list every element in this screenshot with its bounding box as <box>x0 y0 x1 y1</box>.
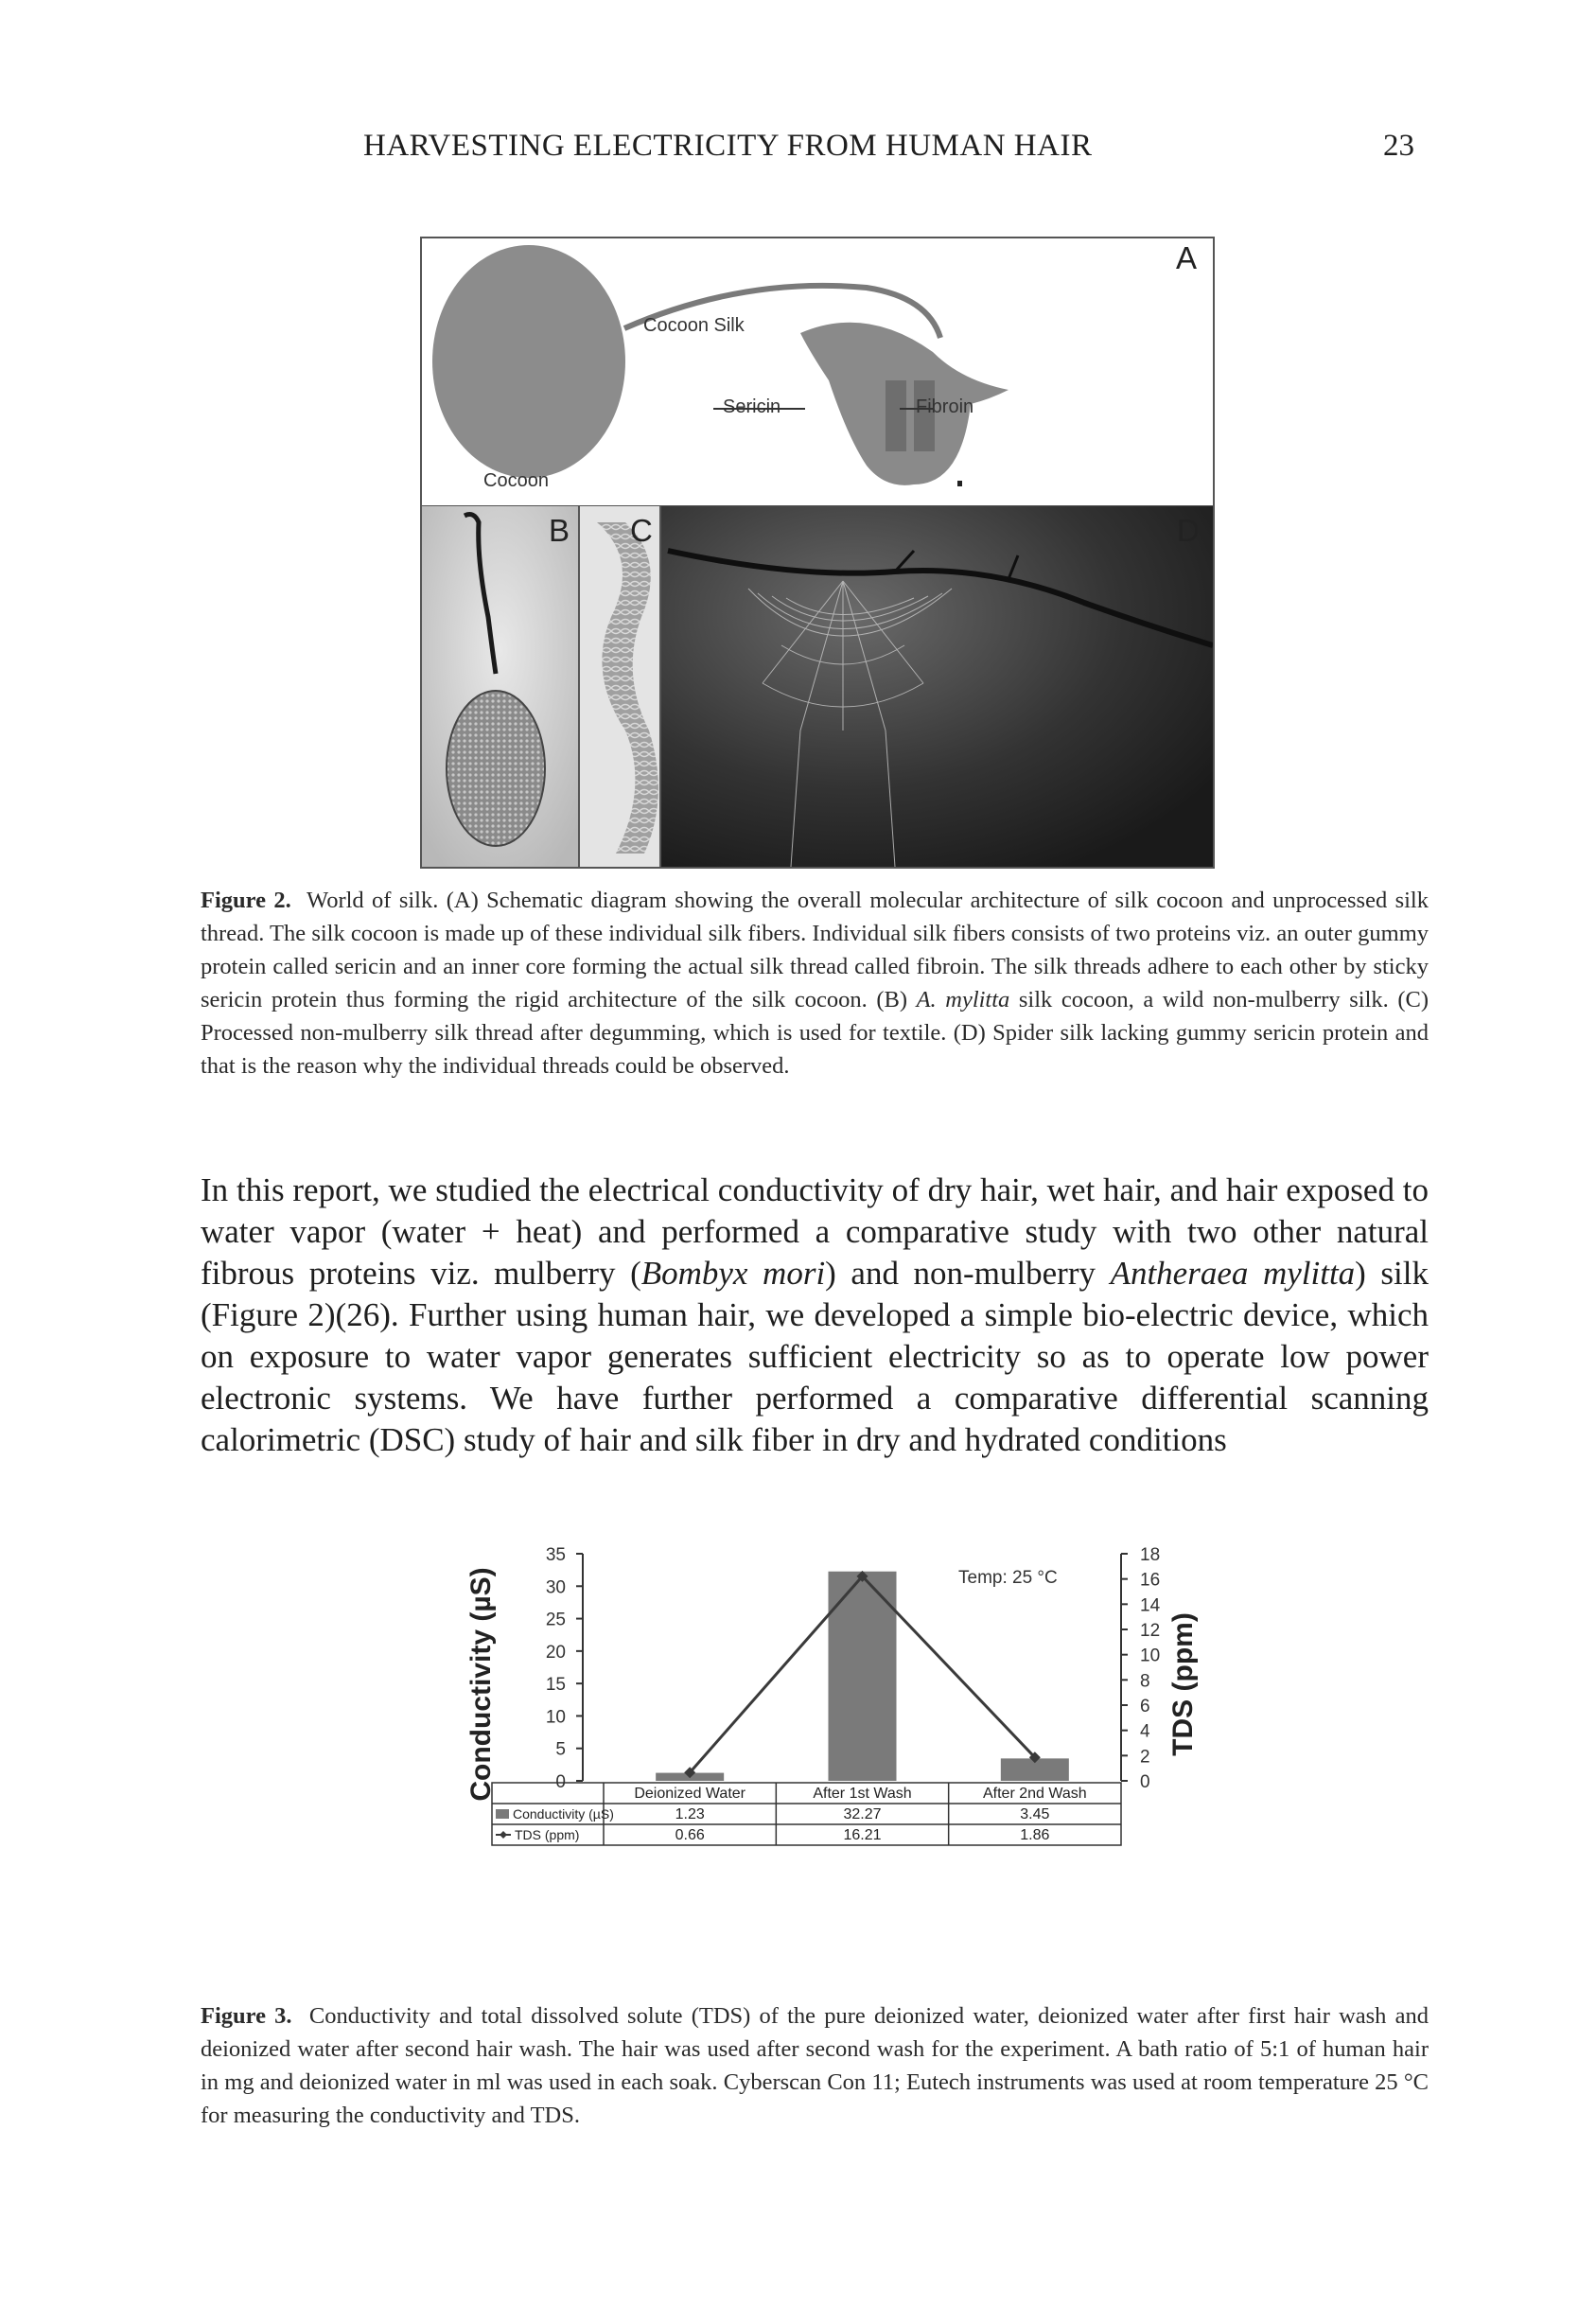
data-table-conductivity-value: 1.23 <box>675 1806 705 1822</box>
data-table-tds-value: 16.21 <box>843 1827 882 1843</box>
chart-data-table <box>492 1783 1121 1845</box>
data-table-tds-value: 0.66 <box>675 1827 705 1843</box>
legend-line-marker <box>500 1831 507 1839</box>
body-text-3: ) silk (Figure 2)(26). Further using human hair, we developed a simple bio-electric device, which on exposure to water vapor generates sufficient electricity so as to operate low power electronic systems. We have further performed a comparative differential scanning calorimetric (DSC) study of hair and silk fiber in dry and hydrated conditions <box>201 1255 1429 1458</box>
figure-3-caption-text: Conductivity and total dissolved solute (TDS) of the pure deionized water, deionized water after first hair wash and deionized water after second hair wash. The hair was used after second wash for the experiment. A bath ratio of 5:1 of human hair in mg and deionized water in ml was used in each soak. Cyberscan Con 11; Eutech instruments was used at room temperature 25 °C for measuring the conductivity and TDS. <box>201 2003 1429 2128</box>
legend-bar-swatch <box>496 1809 509 1819</box>
figure-2-panels <box>422 238 1213 867</box>
chart-y2-tick-label: 18 <box>1140 1545 1161 1565</box>
figure-3-chart <box>416 1514 1249 1987</box>
schematic-dot <box>957 481 962 486</box>
panel-a-schematic <box>422 238 1213 506</box>
chart-y-tick-label: 20 <box>545 1642 566 1663</box>
chart-y2-tick-label: 12 <box>1140 1621 1161 1641</box>
chart-y-tick-label: 25 <box>545 1610 566 1630</box>
label-sericin: Sericin <box>723 396 781 417</box>
legend-tds: TDS (ppm) <box>515 1827 580 1842</box>
chart-y-tick-label: 5 <box>555 1739 566 1760</box>
chart-y2-tick-label: 14 <box>1140 1595 1161 1616</box>
data-table-category: After 1st Wash <box>813 1786 912 1802</box>
panel-c-photo <box>580 506 660 867</box>
figure-3-caption <box>201 1999 1429 2132</box>
data-table-conductivity-value: 32.27 <box>843 1806 882 1822</box>
chart-y-axis-label: Conductivity (µS) <box>465 1567 497 1802</box>
chart-y-tick-label: 15 <box>545 1675 566 1696</box>
chart-y2-tick-label: 10 <box>1140 1646 1161 1666</box>
label-cocoon: Cocoon <box>483 470 549 491</box>
chart-y2-tick-label: 8 <box>1140 1671 1150 1692</box>
chart-y2-axis-label: TDS (ppm) <box>1167 1612 1199 1756</box>
chart-y2-tick-label: 4 <box>1140 1721 1150 1742</box>
chart-y2-tick-label: 6 <box>1140 1697 1150 1716</box>
fibroin-core-1 <box>886 380 906 451</box>
chart-y2-tick-label: 2 <box>1140 1747 1150 1768</box>
figure-3-caption-label: Figure 3. <box>201 2003 292 2029</box>
chart-y2-tick-label: 16 <box>1140 1570 1161 1591</box>
body-text-1: In this report, we studied the electrical conductivity of dry hair, wet hair, and hair exposed to water vapor (water + heat) and performed a comparative study with two other natural fibrous proteins viz. mulberry ( <box>201 1171 1429 1292</box>
figure-2-caption-text-1: World of silk. (A) Schematic diagram showing the overall molecular architecture of silk cocoon and unprocessed silk thread. The silk cocoon is made up of these individual silk fibers. Individual silk fibers consists of two proteins viz. an outer gummy protein called sericin and an inner core forming the actual silk thread called fibroin. The silk threads adhere to each other by sticky sericin protein thus forming the rigid architecture of the silk cocoon. (B) <box>201 888 1429 1012</box>
chart-y2-tick-label: 0 <box>1140 1772 1150 1792</box>
panel-label-d: D <box>1177 513 1200 548</box>
data-table-category: After 2nd Wash <box>982 1786 1087 1802</box>
panel-b-photo <box>422 506 579 867</box>
body-paragraph <box>201 1170 1429 1461</box>
body-species-bombyx: Bombyx mori <box>640 1255 826 1292</box>
chart-bars <box>656 1572 1069 1781</box>
label-fibroin: Fibroin <box>916 396 974 417</box>
body-text-2: ) and non-mulberry <box>825 1255 1111 1292</box>
figure-2-caption <box>201 884 1429 1083</box>
figure-2-caption-label: Figure 2. <box>201 888 291 913</box>
data-table-category: Deionized Water <box>634 1786 746 1802</box>
figure-2-caption-text-2: silk cocoon, a wild non-mulberry silk. (C) Processed non-mulberry silk thread after degumming, which is used for textile. (D) Spider silk lacking gummy sericin protein and that is the reason why the individual threads could be observed. <box>201 987 1429 1079</box>
cocoon-shape <box>432 245 625 478</box>
panel-label-c: C <box>630 513 653 548</box>
panel-label-b: B <box>549 513 570 548</box>
legend-conductivity: Conductivity (µS) <box>513 1806 614 1822</box>
chart-annotation: Temp: 25 °C <box>958 1568 1058 1588</box>
label-cocoon-silk: Cocoon Silk <box>643 315 745 336</box>
figure-2 <box>420 237 1215 869</box>
body-species-antheraea: Antheraea mylitta <box>1110 1255 1356 1292</box>
panel-label-a: A <box>1176 240 1198 275</box>
data-table-tds-value: 1.86 <box>1020 1827 1050 1843</box>
chart-y-tick-label: 35 <box>545 1545 566 1565</box>
chart-y-tick-label: 10 <box>545 1707 566 1728</box>
page-number: 23 <box>1383 129 1414 163</box>
data-table-conductivity-value: 3.45 <box>1020 1806 1050 1822</box>
running-title: HARVESTING ELECTRICITY FROM HUMAN HAIR <box>363 129 1093 163</box>
panel-d-photo <box>661 506 1213 867</box>
chart-y-tick-label: 0 <box>555 1772 566 1792</box>
figure-2-caption-species: A. mylitta <box>916 987 1010 1012</box>
chart-y-tick-label: 30 <box>545 1577 566 1598</box>
